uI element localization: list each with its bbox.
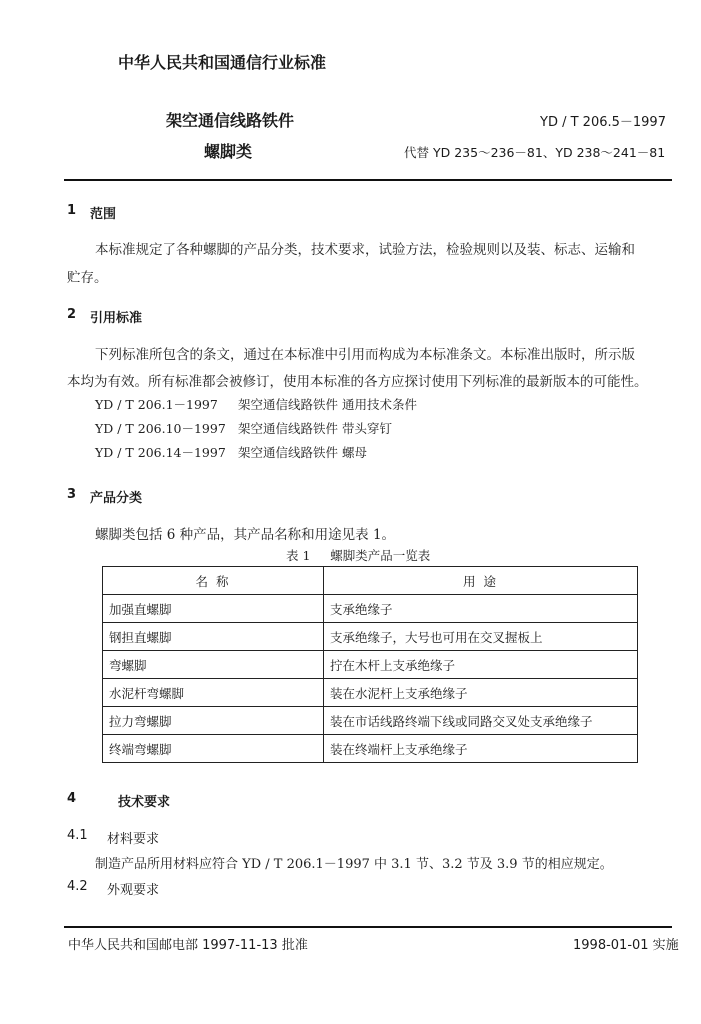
section-1-para-line2: 贮存。 — [67, 270, 108, 286]
table-cell-usage: 装在终端杆上支承绝缘子 — [324, 735, 638, 763]
table-row — [103, 651, 638, 679]
reference-name-3: 架空通信线路铁件 螺母 — [238, 445, 367, 460]
table-cell-usage: 装在水泥杆上支承绝缘子 — [324, 679, 638, 707]
reference-name-2: 架空通信线路铁件 带头穿钉 — [238, 421, 392, 436]
section-4-1-number: 4.1 — [67, 828, 88, 843]
section-2-number: 2 — [67, 307, 77, 322]
section-4-number: 4 — [67, 791, 77, 806]
section-4-2-title: 外观要求 — [107, 883, 160, 898]
section-3-number: 3 — [67, 487, 77, 502]
replaces-note: 代替 YD 235～236－81、YD 238～241－81 — [404, 145, 666, 160]
section-4-title: 技术要求 — [118, 795, 171, 810]
table-row — [103, 679, 638, 707]
footer-rule — [64, 926, 672, 928]
section-2-title: 引用标准 — [90, 311, 143, 326]
reference-code-2: YD / T 206.10－1997 — [95, 421, 226, 436]
section-1-title: 范围 — [90, 207, 117, 222]
table-row — [103, 623, 638, 651]
table-cell-usage: 装在市话线路终端下线或同路交叉处支承绝缘子 — [324, 707, 638, 735]
table-cell-name: 水泥杆弯螺脚 — [103, 679, 324, 707]
reference-code-3: YD / T 206.14－1997 — [95, 445, 226, 460]
table-cell-name: 加强直螺脚 — [103, 595, 324, 623]
table-row — [103, 595, 638, 623]
section-3-title: 产品分类 — [90, 491, 143, 506]
header-rule — [64, 179, 672, 181]
reference-name-1: 架空通信线路铁件 通用技术条件 — [238, 397, 417, 412]
reference-code-1: YD / T 206.1－1997 — [95, 397, 218, 412]
table-cell-name: 钢担直螺脚 — [103, 623, 324, 651]
section-2-para-line1: 下列标准所包含的条文，通过在本标准中引用而构成为本标准条文。本标准出版时，所示版 — [95, 347, 635, 363]
document-title: 架空通信线路铁件 — [166, 111, 295, 130]
table-cell-usage: 支承绝缘子 — [324, 595, 638, 623]
table-header-usage: 用 途 — [324, 567, 638, 595]
standard-code: YD / T 206.5－1997 — [540, 115, 666, 130]
table-header-row — [103, 567, 638, 595]
section-4-1-para: 制造产品所用材料应符合 YD / T 206.1－1997 中 3.1 节、3.2 节及 3.9 节的相应规定。 — [95, 857, 613, 872]
effective-date: 1998-01-01 实施 — [573, 938, 679, 953]
section-1-number: 1 — [67, 203, 77, 218]
document-subtitle: 螺脚类 — [204, 142, 253, 161]
table-cell-usage: 支承绝缘子，大号也可用在交叉握板上 — [324, 623, 638, 651]
table-caption: 表 1 螺脚类产品一览表 — [286, 548, 431, 563]
section-4-1-title: 材料要求 — [107, 832, 160, 847]
table-row — [103, 735, 638, 763]
section-2-para-line2: 本均为有效。所有标准都会被修订，使用本标准的各方应探讨使用下列标准的最新版本的可能性。 — [67, 374, 648, 390]
section-4-2-number: 4.2 — [67, 879, 88, 894]
section-3-para: 螺脚类包括 6 种产品，其产品名称和用途见表 1。 — [95, 527, 396, 543]
table-cell-name: 终端弯螺脚 — [103, 735, 324, 763]
approval-note: 中华人民共和国邮电部 1997-11-13 批准 — [68, 938, 308, 953]
issuing-org: 中华人民共和国通信行业标准 — [118, 53, 327, 72]
product-table — [102, 566, 638, 763]
section-1-para-line1: 本标准规定了各种螺脚的产品分类，技术要求，试验方法，检验规则以及装、标志、运输和 — [95, 242, 635, 258]
table-cell-name: 弯螺脚 — [103, 651, 324, 679]
table-cell-name: 拉力弯螺脚 — [103, 707, 324, 735]
table-cell-usage: 拧在木杆上支承绝缘子 — [324, 651, 638, 679]
table-row — [103, 707, 638, 735]
table-header-name: 名 称 — [103, 567, 324, 595]
